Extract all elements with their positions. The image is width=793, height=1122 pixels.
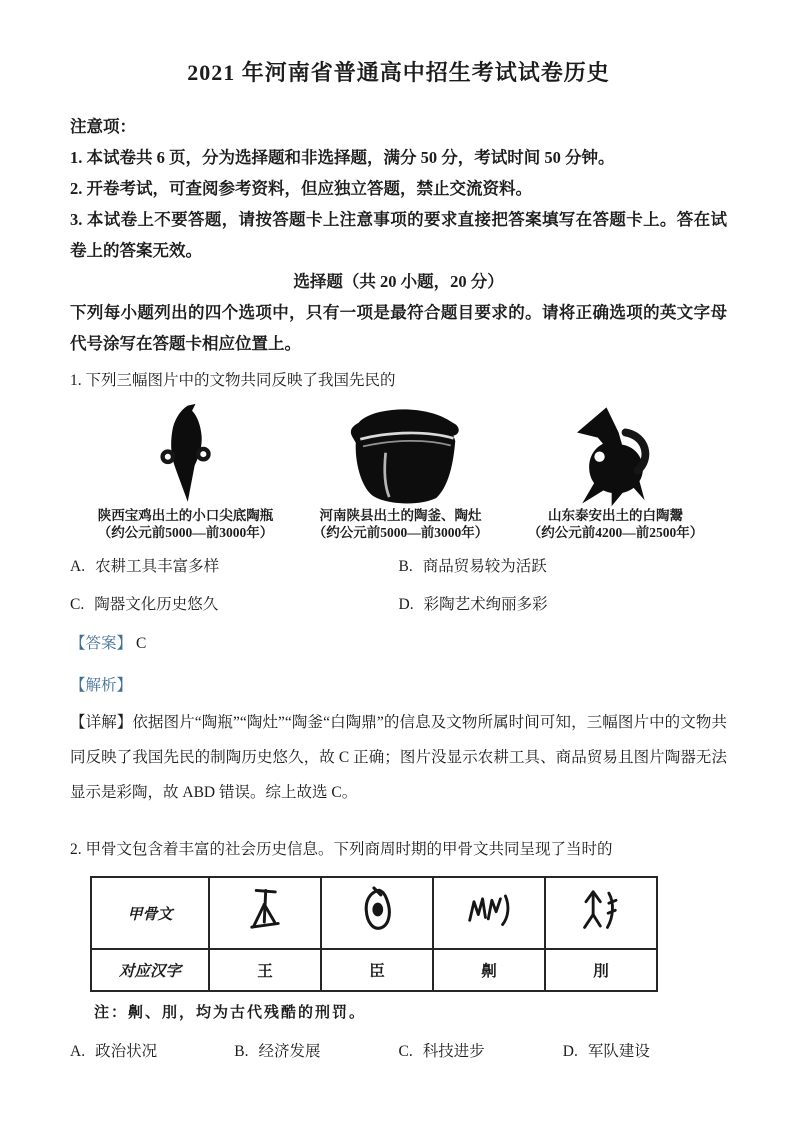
- oracle-script-chen-icon: [354, 884, 400, 938]
- hanzi-cell: 劓: [433, 949, 545, 991]
- white-pottery-gui-icon: [568, 403, 664, 507]
- figure-caption-years: （约公元前5000—前3000年）: [97, 525, 274, 540]
- pottery-fu-and-stove-icon: [332, 403, 470, 507]
- q1-option-b: [399, 555, 728, 579]
- table-row-glyphs: [91, 877, 657, 949]
- notice-heading: 注意项：: [70, 117, 136, 136]
- option-label: D.: [562, 1043, 578, 1060]
- oracle-glyph-cell: [545, 877, 657, 949]
- section-instructions: 下列每小题列出的四个选项中，只有一项是最符合题目要求的。请将正确选项的英文字母代号涂写在答题卡相应位置上。: [70, 303, 727, 353]
- page-title: 2021 年河南省普通高中招生考试试卷历史: [187, 60, 610, 85]
- option-text: 彩陶艺术绚丽多彩: [423, 596, 548, 613]
- figure-caption-years: （约公元前5000—前3000年）: [312, 525, 489, 540]
- answer-label: 【答案】: [70, 635, 133, 652]
- q2-option-c: [399, 1040, 563, 1064]
- oracle-glyph-cell: [209, 877, 321, 949]
- figure-pottery-fu-stove: [293, 403, 508, 541]
- section-heading: 选择题（共 20 小题，20 分）: [293, 272, 504, 291]
- hanzi-cell: 王: [209, 949, 321, 991]
- question-2-stem: 2. 甲骨文包含着丰富的社会历史信息。下列商周时期的甲骨文共同呈现了当时的: [70, 841, 613, 858]
- option-label: C.: [70, 596, 85, 613]
- question-1-figures: [78, 403, 723, 541]
- option-text: 农耕工具丰富多样: [95, 558, 220, 575]
- row1-header: 甲骨文: [91, 877, 209, 949]
- notice-item-1: 1. 本试卷共 6 页，分为选择题和非选择题，满分 50 分，考试时间 50 分钟。: [70, 148, 615, 167]
- option-text: 政治状况: [95, 1043, 158, 1060]
- detail-text: 依据图片“陶瓶”“陶灶”“陶釜“白陶鼎”的信息及文物所属时间可知，三幅图片中的文物共同反映了我国先民的制陶历史悠久，故 C 正确；图片没显示农耕工具、商品贸易且图片陶器无法显示是彩陶，故 ABD 错误。综上故选 C。: [70, 714, 727, 801]
- hanzi-cell: 臣: [321, 949, 433, 991]
- oracle-glyph-cell: [433, 877, 545, 949]
- option-text: 陶器文化历史悠久: [94, 596, 219, 613]
- q1-option-c: [70, 593, 399, 617]
- q2-option-d: [563, 1040, 727, 1064]
- notice-item-2: 2. 开卷考试，可查阅参考资料，但应独立答题，禁止交流资料。: [70, 179, 532, 198]
- notice-item-3: 3. 本试卷上不要答题，请按答题卡上注意事项的要求直接把答案填写在答题卡上。答在试卷上的答案无效。: [70, 210, 727, 260]
- row2-header: 对应汉字: [91, 949, 209, 991]
- option-label: B.: [398, 558, 413, 575]
- figure-caption: 河南陕县出土的陶釜、陶灶: [319, 508, 482, 523]
- option-text: 商品贸易较为活跃: [422, 558, 547, 575]
- analysis-label: 【解析】: [70, 677, 133, 694]
- figure-white-pottery-gui: [508, 403, 723, 541]
- question-1-stem: 1. 下列三幅图片中的文物共同反映了我国先民的: [70, 372, 396, 389]
- option-label: C.: [398, 1043, 413, 1060]
- oracle-script-yi-icon: [464, 885, 514, 937]
- q1-option-d: [399, 593, 728, 617]
- notice-block: [70, 111, 727, 266]
- oracle-script-wang-icon: [243, 885, 287, 937]
- option-text: 经济发展: [258, 1043, 321, 1060]
- q1-answer-line: [70, 629, 727, 659]
- figure-pottery-bottle: [78, 403, 293, 541]
- question-1-options: [70, 555, 727, 617]
- option-label: B.: [234, 1043, 249, 1060]
- oracle-script-yue-icon: [576, 885, 626, 937]
- option-label: D.: [398, 596, 414, 613]
- oracle-glyph-cell: [321, 877, 433, 949]
- q1-detail-paragraph: [70, 705, 727, 810]
- q2-option-a: [70, 1040, 234, 1064]
- detail-label: 【详解】: [70, 714, 133, 731]
- option-label: A.: [70, 1043, 86, 1060]
- hanzi-cell: 刖: [545, 949, 657, 991]
- figure-caption-years: （约公元前4200—前2500年）: [527, 525, 704, 540]
- option-label: A.: [70, 558, 86, 575]
- oracle-bone-table: [90, 876, 658, 992]
- table-note: 注：劓、刖，均为古代残酷的刑罚。: [94, 1005, 367, 1021]
- q1-analysis-line: [70, 671, 727, 701]
- q1-option-a: [70, 555, 399, 579]
- figure-caption: 陕西宝鸡出土的小口尖底陶瓶: [97, 508, 274, 523]
- option-text: 军队建设: [587, 1043, 650, 1060]
- pointed-bottom-pottery-bottle-icon: [150, 403, 222, 507]
- option-text: 科技进步: [422, 1043, 485, 1060]
- answer-value: C: [136, 635, 147, 652]
- figure-caption: 山东泰安出土的白陶鬶: [548, 508, 683, 523]
- q2-option-b: [234, 1040, 398, 1064]
- question-2-options: [70, 1040, 727, 1064]
- table-row-hanzi: [91, 949, 657, 991]
